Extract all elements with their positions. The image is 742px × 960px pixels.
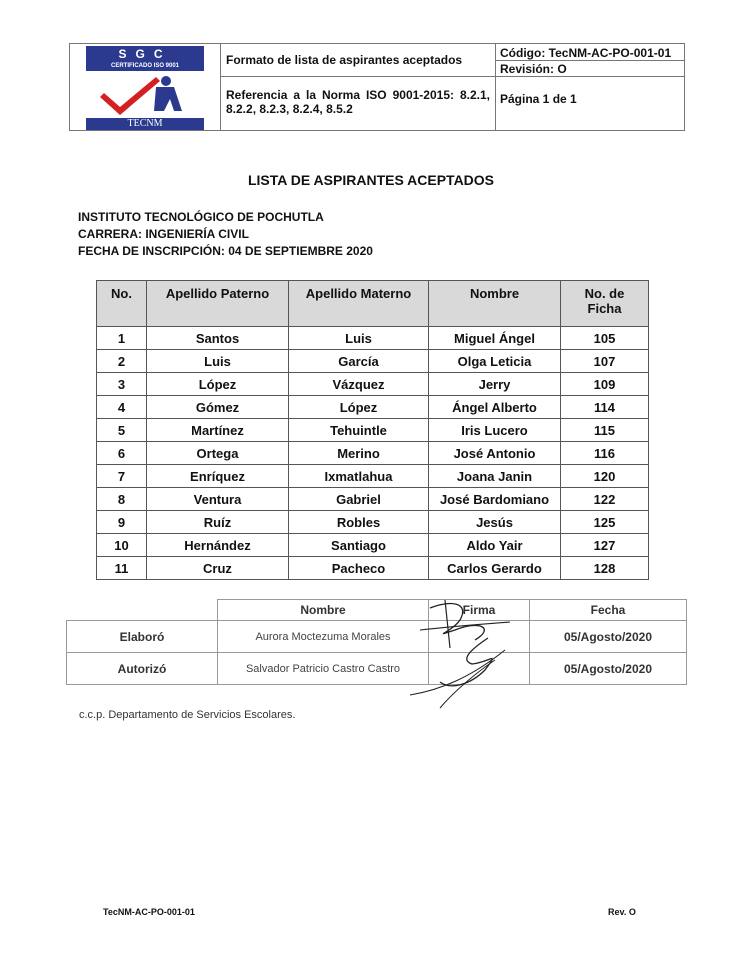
cell-paternal-surname: Ruíz [147, 511, 289, 534]
cell-number: 9 [97, 511, 147, 534]
cell-ticket-number: 105 [561, 327, 649, 350]
signature-column-name: Nombre [218, 600, 429, 621]
cell-paternal-surname: López [147, 373, 289, 396]
cell-name: Carlos Gerardo [429, 557, 561, 580]
sgc-logo [86, 46, 204, 130]
cell-paternal-surname: Ortega [147, 442, 289, 465]
table-row [97, 442, 649, 465]
carbon-copy-note: c.c.p. Departamento de Servicios Escolares. [79, 709, 296, 721]
signature-role: Elaboró [67, 621, 218, 653]
cell-number: 8 [97, 488, 147, 511]
cell-number: 2 [97, 350, 147, 373]
cell-ticket-number: 120 [561, 465, 649, 488]
cell-maternal-surname: Pacheco [289, 557, 429, 580]
institute-name: INSTITUTO TECNOLÓGICO DE POCHUTLA [78, 210, 324, 224]
cell-number: 4 [97, 396, 147, 419]
cell-paternal-surname: Martínez [147, 419, 289, 442]
cell-ticket-number: 122 [561, 488, 649, 511]
cell-name: Olga Leticia [429, 350, 561, 373]
cell-maternal-surname: Gabriel [289, 488, 429, 511]
table-row [97, 373, 649, 396]
table-row [97, 465, 649, 488]
document-revision: Revisión: O [500, 62, 567, 76]
footer-revision: Rev. O [608, 907, 636, 917]
cell-name: José Bardomiano [429, 488, 561, 511]
logo-top-text: SGC [86, 46, 204, 62]
cell-name: Miguel Ángel [429, 327, 561, 350]
table-row [97, 419, 649, 442]
cell-maternal-surname: Ixmatlahua [289, 465, 429, 488]
logo-bottom-text: TECNM [86, 118, 204, 130]
column-header-maternal-surname: Apellido Materno [289, 281, 429, 327]
cell-maternal-surname: Vázquez [289, 373, 429, 396]
signature-column-date: Fecha [530, 600, 687, 621]
column-header-paternal-surname: Apellido Paterno [147, 281, 289, 327]
enrollment-date: FECHA DE INSCRIPCIÓN: 04 DE SEPTIEMBRE 2020 [78, 244, 373, 258]
cell-number: 5 [97, 419, 147, 442]
cell-paternal-surname: Enríquez [147, 465, 289, 488]
accepted-applicants-table [96, 280, 649, 580]
signature-table [66, 599, 687, 685]
table-row [97, 396, 649, 419]
logo-cert-text: CERTIFICADO ISO 9001 [86, 62, 204, 71]
document-title: LISTA DE ASPIRANTES ACEPTADOS [247, 172, 495, 188]
table-row [97, 488, 649, 511]
cell-maternal-surname: Tehuintle [289, 419, 429, 442]
table-row [97, 327, 649, 350]
cell-name: Iris Lucero [429, 419, 561, 442]
cell-maternal-surname: Luis [289, 327, 429, 350]
cell-number: 11 [97, 557, 147, 580]
column-header-name: Nombre [429, 281, 561, 327]
format-title: Formato de lista de aspirantes aceptados [226, 53, 463, 67]
cell-paternal-surname: Ventura [147, 488, 289, 511]
document-header [69, 43, 685, 131]
signature-column-signature: Firma [429, 600, 530, 621]
cell-number: 6 [97, 442, 147, 465]
cell-number: 7 [97, 465, 147, 488]
signature-date: 05/Agosto/2020 [530, 621, 687, 653]
cell-paternal-surname: Santos [147, 327, 289, 350]
document-code: Código: TecNM-AC-PO-001-01 [500, 46, 672, 60]
cell-name: Jesús [429, 511, 561, 534]
cell-ticket-number: 116 [561, 442, 649, 465]
cell-number: 3 [97, 373, 147, 396]
cell-name: Jerry [429, 373, 561, 396]
signature-scribble-icon [400, 590, 530, 710]
signature-date: 05/Agosto/2020 [530, 653, 687, 685]
signer-name: Aurora Moctezuma Morales [218, 621, 429, 653]
cell-name: Aldo Yair [429, 534, 561, 557]
career-name: CARRERA: INGENIERÍA CIVIL [78, 227, 249, 241]
cell-paternal-surname: Cruz [147, 557, 289, 580]
cell-name: Joana Janin [429, 465, 561, 488]
cell-number: 1 [97, 327, 147, 350]
footer-code: TecNM-AC-PO-001-01 [103, 907, 195, 917]
signature-role: Autorizó [67, 653, 218, 685]
signature-header-row [67, 600, 687, 621]
cell-paternal-surname: Hernández [147, 534, 289, 557]
cell-paternal-surname: Luis [147, 350, 289, 373]
cell-ticket-number: 128 [561, 557, 649, 580]
cell-ticket-number: 114 [561, 396, 649, 419]
cell-number: 10 [97, 534, 147, 557]
checkmark-person-icon [86, 71, 204, 118]
cell-name: José Antonio [429, 442, 561, 465]
cell-ticket-number: 109 [561, 373, 649, 396]
cell-maternal-surname: Robles [289, 511, 429, 534]
table-row [97, 511, 649, 534]
table-row [97, 557, 649, 580]
table-header-row [97, 281, 649, 327]
cell-ticket-number: 125 [561, 511, 649, 534]
signature-row-autorizo [67, 653, 687, 685]
cell-maternal-surname: Merino [289, 442, 429, 465]
cell-ticket-number: 107 [561, 350, 649, 373]
signer-name: Salvador Patricio Castro Castro [218, 653, 429, 685]
cell-maternal-surname: López [289, 396, 429, 419]
cell-name: Ángel Alberto [429, 396, 561, 419]
signature-row-elaboro [67, 621, 687, 653]
cell-ticket-number: 127 [561, 534, 649, 557]
cell-paternal-surname: Gómez [147, 396, 289, 419]
cell-maternal-surname: Santiago [289, 534, 429, 557]
table-row [97, 534, 649, 557]
table-row [97, 350, 649, 373]
page-number: Página 1 de 1 [500, 92, 577, 106]
iso-reference: Referencia a la Norma ISO 9001-2015: 8.2.1, 8.2.2, 8.2.3, 8.2.4, 8.5.2 [226, 88, 490, 116]
column-header-number: No. [97, 281, 147, 327]
column-header-ticket-number: No. de Ficha [561, 281, 649, 327]
cell-ticket-number: 115 [561, 419, 649, 442]
cell-maternal-surname: García [289, 350, 429, 373]
